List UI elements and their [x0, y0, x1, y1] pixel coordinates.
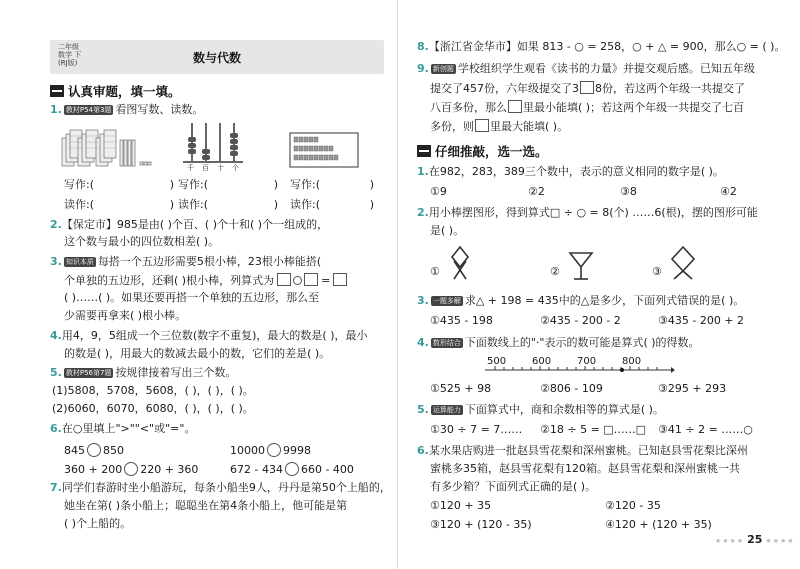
place-value-blocks-image: [62, 130, 157, 170]
compare-row-2a: 360 + 200 220 + 360: [64, 463, 199, 476]
question-3-line4: 少需要再拿来( )根小棒。: [64, 309, 187, 322]
option[interactable]: ②435 - 200 - 2: [540, 314, 621, 327]
option[interactable]: ①30 ÷ 7 = 7……: [430, 423, 523, 436]
choice-question-3: 3. 一题多解 求△ + 198 = 435中的△是多少，下面列式错误的是( )。: [417, 294, 745, 307]
answer-box[interactable]: [304, 273, 318, 286]
tag-badge: 新创题: [432, 65, 454, 73]
choice-question-5: 5. 运算能力 下面算式中，商和余数相等的算式是( )。: [417, 403, 664, 416]
choice-question-2-line2: 是( )。: [430, 224, 465, 237]
option[interactable]: ③435 - 200 + 2: [658, 314, 745, 327]
question-1: 1. 教材P54第3题 看图写数、读数。: [50, 103, 204, 116]
question-4: 4.用4，9，5组成一个三位数(数字不重复)，最大的数是( )，最小: [50, 329, 368, 342]
compare-circle[interactable]: [87, 443, 101, 457]
section-title-2: 仔细推敲，选一选。: [417, 142, 548, 160]
stick-figure-3-image: [670, 245, 696, 281]
right-page: [400, 0, 800, 569]
write-as-1: 写作:( ): [64, 178, 174, 191]
section-marker-icon: [50, 85, 64, 97]
question-3-line3: ( )……( )。如果还要再搭一个单独的五边形，那么至: [64, 291, 320, 304]
counting-frame-image: [290, 133, 360, 169]
choice-question-4: 4. 数形结合 下面数线上的"·"表示的数可能是算式( )的得数。: [417, 336, 700, 349]
compare-row-1b: 10000 9998: [230, 444, 311, 457]
tag-badge: 运算能力: [432, 406, 461, 414]
option[interactable]: ②2: [528, 185, 545, 198]
question-9-line4: 多份，则 里最大能填( )。: [430, 120, 569, 133]
compare-circle[interactable]: [124, 462, 138, 476]
option[interactable]: ②120 - 35: [605, 499, 661, 512]
compare-circle[interactable]: [267, 443, 281, 457]
page-number: 25: [747, 533, 763, 546]
sequence-1: (1)5808，5708，5608，( )，( )，( )。: [52, 384, 254, 397]
tag-badge: 数形结合: [432, 339, 461, 347]
choice-question-6-line2: 蜜桃多35箱，赵县雪花梨有120箱。赵县雪花梨和深州蜜桃一共: [430, 462, 740, 475]
number-line-labels: 500 600 700 800: [487, 356, 642, 367]
tag-badge: 知识本质: [65, 258, 94, 266]
grade-label: 二年级 数学 下 (RJ版): [58, 43, 82, 67]
question-6: 6.在○里填上">""<"或"="。: [50, 422, 196, 435]
choice-question-6-line3: 有多少箱？下面列式正确的是( )。: [430, 480, 597, 493]
tag-badge: 教材P56第7题: [65, 369, 112, 377]
option[interactable]: ①120 + 35: [430, 499, 492, 512]
operator-circle[interactable]: [293, 276, 302, 285]
tag-badge: 一题多解: [432, 297, 461, 305]
page-title: 数与代数: [192, 51, 241, 65]
question-9-line3: 八百多份，那么 里最小能填( )；若这两个年级一共提交了七百: [430, 101, 745, 114]
option[interactable]: ④120 + (120 + 35): [605, 518, 712, 531]
question-7-line2: 她坐在第( )条小船上；聪聪坐在第4条小船上，他可能是第: [64, 499, 348, 512]
option[interactable]: ③8: [620, 185, 637, 198]
compare-row-1a: 845 850: [64, 444, 124, 457]
question-5: 5. 教材P56第7题 按规律接着写出三个数。: [50, 366, 237, 379]
abacus-image: [183, 123, 243, 173]
compare-circle[interactable]: [285, 462, 299, 476]
read-as-3: 读作:( ): [290, 198, 374, 211]
question-8: 8.【浙江省金华市】如果 813 - ○ = 258，○ + △ = 900，那么○ = ( )。: [417, 40, 786, 53]
option[interactable]: ②806 - 109: [540, 382, 603, 395]
read-as-2: 读作:( ): [178, 198, 278, 211]
left-page: [0, 0, 398, 569]
question-2: 2.【保定市】985是由( )个百、( )个十和( )个一组成的，: [50, 218, 329, 231]
digit-box[interactable]: [508, 100, 522, 113]
option[interactable]: ①: [430, 265, 440, 278]
stick-figure-2-image: [568, 245, 594, 281]
option[interactable]: ②: [550, 265, 560, 278]
sequence-2: (2)6060，6070，6080，( )，( )，( )。: [52, 402, 254, 415]
choice-question-1: 1.在982，283，389三个数中，表示的意义相同的数字是( )。: [417, 165, 724, 178]
option[interactable]: ④2: [720, 185, 737, 198]
option[interactable]: ②18 ÷ 5 = □……□: [540, 423, 647, 436]
question-4-line2: 的数是( )，用最大的数减去最小的数，它们的差是( )。: [64, 347, 331, 360]
compare-row-2b: 672 - 434 660 - 400: [230, 463, 354, 476]
answer-box[interactable]: [277, 273, 291, 286]
question-3-line2: 个单独的五边形，还剩( )根小棒，列算式为 =: [64, 273, 347, 288]
page-header: [50, 40, 384, 74]
question-9: 9. 新创题 学校组织学生观看《读书的力量》并提交观后感。已知五年级: [417, 62, 755, 75]
stick-figure-1-image: [448, 245, 472, 281]
option[interactable]: ①525 + 98: [430, 382, 492, 395]
option[interactable]: ③: [652, 265, 662, 278]
question-3: 3. 知识本质 每搭一个五边形需要5根小棒，23根小棒能搭(: [50, 255, 322, 268]
choice-question-2: 2.用小棒摆图形，得到算式□ ÷ ○ = 8(个) ……6(根)，摆的图形可能: [417, 206, 758, 219]
section-marker-icon: [417, 145, 431, 157]
option[interactable]: ③295 + 293: [658, 382, 727, 395]
choice-question-6: 6.某水果店购进一批赵县雪花梨和深州蜜桃。已知赵县雪花梨比深州: [417, 444, 748, 457]
tag-badge: 教材P54第3题: [65, 106, 112, 114]
answer-box[interactable]: [333, 273, 347, 286]
question-2-line2: 这个数与最小的四位数相差( )。: [64, 235, 220, 248]
digit-box[interactable]: [475, 119, 489, 132]
abacus-labels: 千 百 十 个: [187, 164, 239, 172]
star-decoration-icon: ★★★★: [715, 537, 745, 545]
star-decoration-icon: ★★★★: [765, 537, 795, 545]
question-9-line2: 提交了457份，六年级提交了3 8份，若这两个年级一共提交了: [430, 82, 745, 95]
option[interactable]: ③41 ÷ 2 = ……○: [658, 423, 753, 436]
write-as-3: 写作:( ): [290, 178, 374, 191]
section-title-1: 认真审题，填一填。: [50, 82, 181, 100]
option[interactable]: ③120 + (120 - 35): [430, 518, 532, 531]
page-footer: [715, 533, 795, 546]
digit-box[interactable]: [580, 81, 594, 94]
question-7: 7.同学们春游时坐小船游玩，每条小船坐9人，丹丹是第50个上船的，: [50, 481, 391, 494]
option[interactable]: ①435 - 198: [430, 314, 493, 327]
read-as-1: 读作:( ): [64, 198, 174, 211]
write-as-2: 写作:( ): [178, 178, 278, 191]
question-7-line3: ( )个上船的。: [64, 517, 132, 530]
option[interactable]: ①9: [430, 185, 447, 198]
